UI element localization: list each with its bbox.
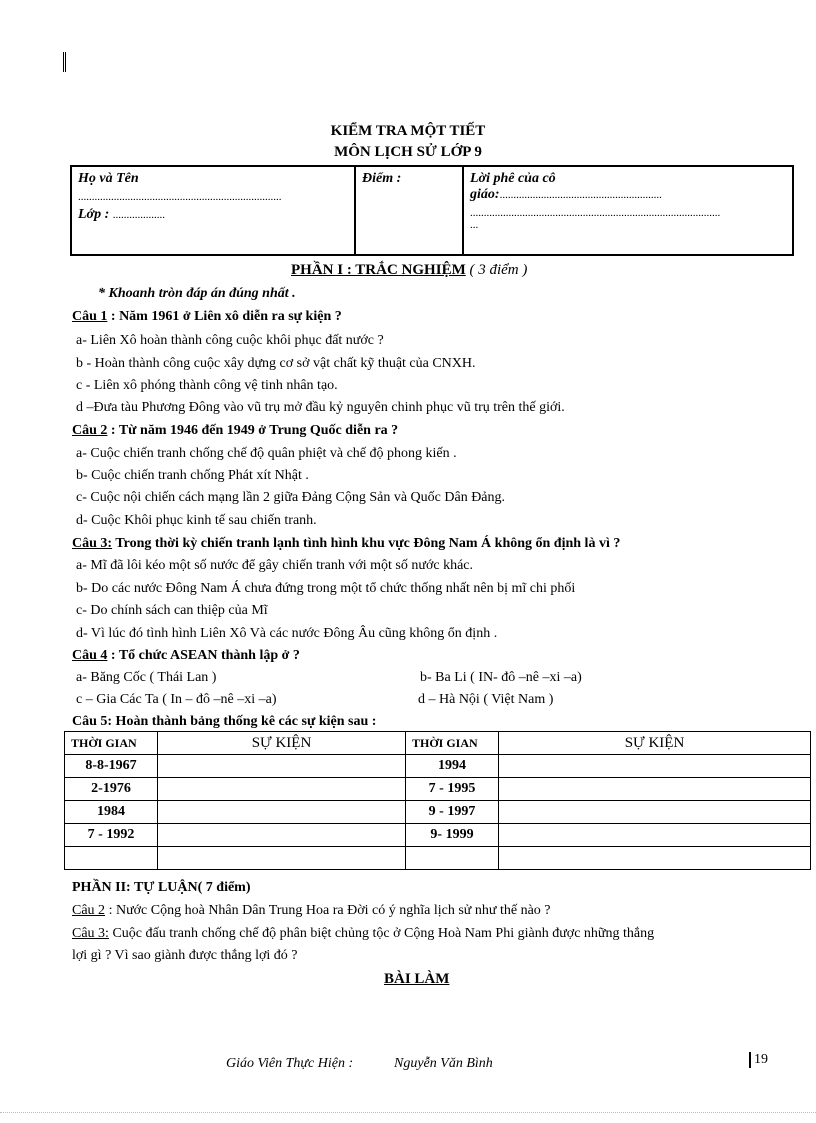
q2-option-d[interactable]: d- Cuộc Khôi phục kinh tế sau chiến tranh. xyxy=(76,513,317,528)
part2-q3-label: Câu 3: xyxy=(72,926,109,941)
instruction: * Khoanh tròn đáp án đúng nhất . xyxy=(98,286,296,301)
col-time-2: THỜI GIAN xyxy=(406,732,499,755)
col-event-1: SỰ KIỆN xyxy=(158,732,406,755)
q1-label: Câu 1 xyxy=(72,309,108,324)
part2-q3-text: Cuộc đấu tranh chống chế độ phân biệt chủng tộc ở Cộng Hoà Nam Phi giành được những thắng xyxy=(112,926,655,941)
margin-bar xyxy=(63,52,66,72)
score-cell xyxy=(355,166,463,255)
q2 xyxy=(72,423,398,439)
q2-option-a[interactable]: a- Cuộc chiến tranh chống chế độ quân phiệt và chế độ phong kiến . xyxy=(76,446,457,461)
comment-dots-1: ........................................................... xyxy=(499,189,662,201)
q3-option-d[interactable]: d- Vì lúc đó tình hình Liên Xô Và các nước Đông Âu cũng không ổn định . xyxy=(76,626,498,641)
q4-option-a[interactable]: a- Băng Cốc ( Thái Lan ) xyxy=(76,670,217,685)
event-input-cell[interactable] xyxy=(158,847,406,870)
col-event-2: SỰ KIỆN xyxy=(499,732,811,755)
events-table xyxy=(64,731,811,870)
part1-title: PHẦN I : TRẮC NGHIỆM xyxy=(291,262,466,278)
col-time-1: THỜI GIAN xyxy=(65,732,158,755)
q1 xyxy=(72,309,342,325)
page-divider xyxy=(0,1112,816,1113)
part2-q2-label: Câu 2 xyxy=(72,903,106,918)
q1-option-b[interactable]: b - Hoàn thành công cuộc xây dựng cơ sở vật chất kỹ thuật của CNXH. xyxy=(76,356,476,371)
time-cell: 8-8-1967 xyxy=(65,755,158,778)
answer-heading: BÀI LÀM xyxy=(384,971,450,987)
q3-option-c[interactable]: c- Do chính sách can thiệp của Mĩ xyxy=(76,603,268,618)
q2-option-b[interactable]: b- Cuộc chiến tranh chống Phát xít Nhật . xyxy=(76,468,309,483)
q1-text: : Năm 1961 ở Liên xô diễn ra sự kiện ? xyxy=(110,309,342,324)
table-row xyxy=(65,755,811,778)
part2-q3-line2: lợi gì ? Vì sao giành được thắng lợi đó ? xyxy=(72,948,298,963)
q3-option-b[interactable]: b- Do các nước Đông Nam Á chưa đứng trong một tổ chức thống nhất nên bị mĩ chi phối xyxy=(76,581,576,596)
table-row xyxy=(65,824,811,847)
q3-text: Trong thời kỳ chiến tranh lạnh tình hình khu vực Đông Nam Á không ổn định là vì ? xyxy=(115,536,621,551)
page-number: 19 xyxy=(749,1052,768,1068)
comment-dots-2: ........................................................................................... xyxy=(470,207,721,219)
exam-title: KIỂM TRA MỘT TIẾT xyxy=(330,123,486,139)
event-input-cell[interactable] xyxy=(499,824,811,847)
part2-q2-text: : Nước Cộng hoà Nhân Dân Trung Hoa ra Đời có ý nghĩa lịch sử như thế nào ? xyxy=(108,903,551,918)
event-input-cell[interactable] xyxy=(499,801,811,824)
q3 xyxy=(72,536,620,552)
table-row xyxy=(65,778,811,801)
event-input-cell[interactable] xyxy=(499,778,811,801)
time-cell: 9 - 1997 xyxy=(406,801,499,824)
comment-label: Lời phê của cô xyxy=(470,171,556,186)
teacher-name: Nguyễn Văn Bình xyxy=(394,1056,493,1071)
time-cell: 2-1976 xyxy=(65,778,158,801)
q2-option-c[interactable]: c- Cuộc nội chiến cách mạng lần 2 giữa Đảng Cộng Sản và Quốc Dân Đảng. xyxy=(76,490,506,505)
q4-label: Câu 4 xyxy=(72,648,108,663)
q1-option-c[interactable]: c - Liên xô phóng thành công vệ tinh nhân tạo. xyxy=(76,378,338,393)
part2-q3 xyxy=(72,926,654,942)
comment-label-2: giáo: xyxy=(470,187,500,202)
q2-label: Câu 2 xyxy=(72,423,108,438)
q4-option-d[interactable]: d – Hà Nội ( Việt Nam ) xyxy=(418,692,554,707)
q3-label: Câu 3: xyxy=(72,536,113,551)
q4 xyxy=(72,648,300,664)
table-row xyxy=(65,801,811,824)
q4-text: : Tổ chức ASEAN thành lập ở ? xyxy=(110,648,300,663)
q4-option-c[interactable]: c – Gia Các Ta ( In – đô –nê –xi –a) xyxy=(76,692,277,707)
score-label: Điểm : xyxy=(362,171,402,186)
time-cell: 1994 xyxy=(406,755,499,778)
events-table-header xyxy=(65,732,811,755)
time-cell: 1984 xyxy=(65,801,158,824)
event-input-cell[interactable] xyxy=(158,778,406,801)
event-input-cell[interactable] xyxy=(158,755,406,778)
part2-q2 xyxy=(72,903,551,919)
name-field[interactable]: .......................................................................... xyxy=(78,191,282,203)
q2-text: : Từ năm 1946 đến 1949 ở Trung Quốc diễn ra ? xyxy=(110,423,399,438)
comment-cell xyxy=(463,166,793,255)
part1-points: ( 3 điểm ) xyxy=(469,262,528,278)
teacher-label: Giáo Viên Thực Hiện : xyxy=(226,1056,354,1071)
name-class-cell xyxy=(71,166,355,255)
comment-dots-3: ... xyxy=(470,219,479,231)
q1-option-d[interactable]: d –Đưa tàu Phương Đông vào vũ trụ mở đầu kỷ nguyên chinh phục vũ trụ trên thế giới. xyxy=(76,400,565,415)
q4-option-b[interactable]: b- Ba Li ( IN- đô –nê –xi –a) xyxy=(420,670,582,685)
q5-text: Câu 5: Hoàn thành bảng thống kê các sự kiện sau : xyxy=(72,714,377,729)
time-cell[interactable] xyxy=(406,847,499,870)
student-info-box xyxy=(70,165,794,256)
table-row xyxy=(65,847,811,870)
part2-title: PHẦN II: TỰ LUẬN( 7 điểm) xyxy=(72,880,251,895)
subject-title: MÔN LỊCH SỬ LỚP 9 xyxy=(334,144,482,160)
class-field[interactable]: ................... xyxy=(112,209,165,221)
time-cell: 7 - 1992 xyxy=(65,824,158,847)
part1-heading xyxy=(291,262,527,279)
name-label: Họ và Tên xyxy=(78,171,139,186)
time-cell[interactable] xyxy=(65,847,158,870)
time-cell: 7 - 1995 xyxy=(406,778,499,801)
event-input-cell[interactable] xyxy=(158,801,406,824)
event-input-cell[interactable] xyxy=(499,755,811,778)
time-cell: 9- 1999 xyxy=(406,824,499,847)
class-label: Lớp : xyxy=(78,207,110,222)
event-input-cell[interactable] xyxy=(158,824,406,847)
q1-option-a[interactable]: a- Liên Xô hoàn thành công cuộc khôi phục đất nước ? xyxy=(76,333,384,348)
q3-option-a[interactable]: a- Mĩ đã lôi kéo một số nước để gây chiến tranh với một số nước khác. xyxy=(76,558,474,573)
event-input-cell[interactable] xyxy=(499,847,811,870)
